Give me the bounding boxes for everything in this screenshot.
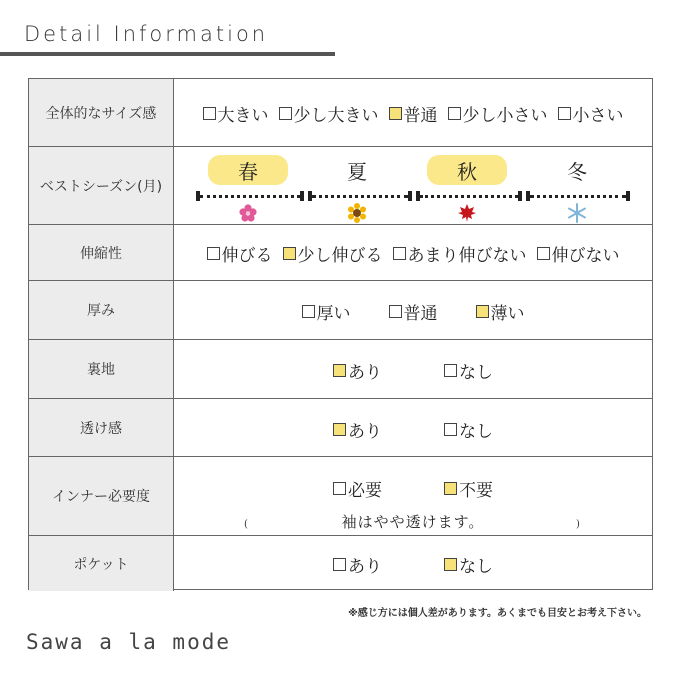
season-summer: 夏: [347, 159, 367, 184]
option-stretch-none: 伸びない: [537, 241, 620, 266]
option-pocket-yes: あり: [333, 552, 382, 577]
row-season: [29, 146, 652, 224]
row-value: [174, 399, 652, 456]
option-stretch-slightly: 少し伸びる: [283, 241, 383, 266]
checkbox-icon: [444, 423, 457, 436]
season-line-autumn: [420, 195, 518, 199]
season-spring: 春: [208, 155, 288, 185]
checkbox-icon: [333, 482, 346, 495]
row-value: [174, 536, 652, 591]
title-underline: [0, 52, 335, 56]
row-value: [174, 281, 652, 339]
option-thick: 厚い: [302, 299, 351, 324]
option-lining-no: なし: [444, 358, 493, 383]
row-label: 厚み: [29, 281, 174, 339]
disclaimer-note: ※感じ方には個人差があります。あくまでも目安とお考え下さい。: [348, 608, 647, 619]
option-lining-yes: あり: [333, 358, 382, 383]
row-stretch: [29, 224, 652, 280]
checkbox-icon: [207, 247, 220, 260]
option-size-slightly-small: 少し小さい: [448, 101, 548, 126]
row-label: 透け感: [29, 399, 174, 456]
note-paren-open: (: [244, 519, 248, 530]
season-autumn: 秋: [427, 155, 507, 185]
sakura-icon: [238, 203, 258, 223]
row-value: [174, 225, 652, 280]
row-sheer: [29, 398, 652, 456]
option-size-small: 小さい: [558, 101, 624, 126]
row-label: 伸縮性: [29, 225, 174, 280]
row-value: [174, 147, 652, 224]
season-marker: [518, 191, 522, 201]
maple-leaf-icon: [457, 203, 477, 223]
brand-logo-text: Sawa a la mode: [26, 630, 232, 654]
checkbox-checked-icon: [333, 423, 346, 436]
row-label: インナー必要度: [29, 457, 174, 535]
row-lining: [29, 339, 652, 398]
checkbox-icon: [393, 247, 406, 260]
season-marker: [300, 191, 304, 201]
row-label: ポケット: [29, 536, 174, 591]
row-inner: [29, 456, 652, 535]
row-label: 全体的なサイズ感: [29, 79, 174, 146]
checkbox-checked-icon: [444, 558, 457, 571]
checkbox-icon: [448, 107, 461, 120]
note-paren-close: ): [576, 519, 580, 530]
checkbox-icon: [558, 107, 571, 120]
option-stretch: 伸びる: [207, 241, 273, 266]
checkbox-icon: [333, 558, 346, 571]
checkbox-icon: [203, 107, 216, 120]
checkbox-icon: [279, 107, 292, 120]
season-line-summer: [312, 195, 408, 199]
option-sheer-yes: あり: [333, 417, 382, 442]
checkbox-icon: [302, 305, 315, 318]
option-stretch-little: あまり伸びない: [393, 241, 527, 266]
checkbox-icon: [444, 364, 457, 377]
row-label: 裏地: [29, 340, 174, 398]
row-label: ベストシーズン(月): [29, 147, 174, 224]
option-size-normal: 普通: [389, 101, 438, 126]
row-value: [174, 340, 652, 398]
inner-note: 袖はやや透けます。: [341, 513, 485, 531]
section-title: Detail Information: [24, 22, 269, 46]
season-marker: [626, 191, 630, 201]
checkbox-icon: [389, 305, 402, 318]
season-marker: [408, 191, 412, 201]
row-size: [29, 79, 652, 146]
checkbox-checked-icon: [283, 247, 296, 260]
option-inner-required: 必要: [333, 476, 382, 501]
option-sheer-no: なし: [444, 417, 493, 442]
checkbox-icon: [537, 247, 550, 260]
row-thickness: [29, 280, 652, 339]
season-line-spring: [200, 195, 300, 199]
option-inner-not-required: 不要: [444, 476, 493, 501]
checkbox-checked-icon: [444, 482, 457, 495]
sunflower-icon: [347, 203, 367, 223]
detail-table: [28, 78, 653, 590]
season-chart: [174, 147, 652, 224]
checkbox-checked-icon: [476, 305, 489, 318]
season-line-winter: [530, 195, 626, 199]
row-value: [174, 79, 652, 146]
snowflake-icon: [567, 203, 587, 223]
checkbox-checked-icon: [333, 364, 346, 377]
option-pocket-no: なし: [444, 552, 493, 577]
option-thin: 薄い: [476, 299, 525, 324]
option-size-slightly-large: 少し大きい: [279, 101, 379, 126]
option-thickness-normal: 普通: [389, 299, 438, 324]
season-winter: 冬: [567, 159, 587, 184]
checkbox-checked-icon: [389, 107, 402, 120]
option-size-large: 大きい: [203, 101, 269, 126]
row-pocket: [29, 535, 652, 591]
row-value: [174, 457, 652, 535]
